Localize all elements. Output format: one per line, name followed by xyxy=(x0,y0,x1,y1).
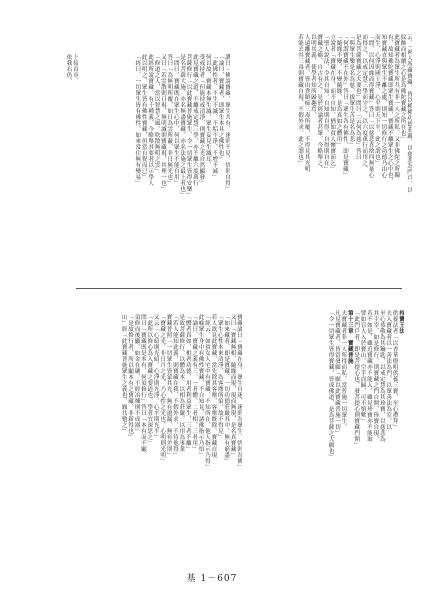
text-line: 若不如是、雖近寶藏亦不能入、雖見珍寶亦不能取 xyxy=(365,310,372,442)
text-line: 夫入寶藏者以一善法為門、以眾善法為室、以 xyxy=(385,310,392,430)
section-divider xyxy=(76,288,402,289)
text-line: 而得之、以戒定慧三學而守之、以六度萬行而用之、 xyxy=(361,34,368,172)
text-line: 「此所以修心為入寶藏之要道也、學者宜深思之」 xyxy=(146,314,153,446)
text-line: 又云「心暗則光暗、心淨則光淨、心平則光平」 xyxy=(152,314,159,440)
text-line: 「聖人說法、令其自知、自知則自得、自得則自在」 xyxy=(322,34,329,172)
text-line: 凡見寶藏者、皆當發願「願以此寶藏普施一切」 xyxy=(333,310,340,436)
text-line: 是故菩薩修行、以體為本、以相為莊嚴、以用為事業 xyxy=(178,314,185,452)
scanned-book-spread xyxy=(14,14,410,559)
text-line: 「如來藏者、即是寶藏、一切功德莊嚴其中、無有窮盡」 xyxy=(223,314,230,464)
text-line: 此以明之、眾生皆有佛性寶藏、但當自覺而已」 xyxy=(140,54,147,180)
text-line: 「問、以何因緣而得寶藏」答曰「以慈悲喜捨四無量心 xyxy=(367,34,374,178)
text-line: 知寶藏直與眾生不離之處、則知一切修行之功德乃由心 xyxy=(380,34,387,178)
text-line: 有、故知佛陀寶藏即眾生寶藏、寶藏不離眾生之心中也、 xyxy=(386,34,393,184)
text-line: 「隨緣不變、不變隨緣、是為真如之體用」 xyxy=(335,34,342,148)
text-line: 此喻眾生身中有佛性寶藏、不自知見、諸佛指示乃悟」 xyxy=(197,314,204,458)
text-line: 「修道之人、當以智慧之風、吹散無明之雲」 xyxy=(153,54,160,174)
text-line: 讚曰「佛說寶藏、眾生共有、迷則不見、悟則自得」 xyxy=(224,54,230,192)
top-left-note xyxy=(64,54,78,114)
text-line: 「寶藏之光、非日月之光、乃心性之光也、心明則光明」 xyxy=(159,314,166,464)
note-line: 依我右仍、 xyxy=(65,54,72,84)
text-line: 「論曰、寶藏者、即眾生本具之佛性也」 xyxy=(217,54,224,162)
text-line: 第十三章 寶藏普施 xyxy=(346,310,353,364)
text-line: 答曰「為無明所覆、如日為雲所蔽、非日無光也」 xyxy=(166,54,173,186)
text-line: 以明其義、使學者知所歸趣焉、 xyxy=(309,34,316,118)
text-line: 「問曰、寶藏既在眾生心中、何以眾生不能自用」 xyxy=(172,54,179,186)
text-line: 夫寶藏者非一人所得而私、當普施一切眾生、 xyxy=(340,310,347,430)
text-line: 是名菩薩大施、亦名無盡寶藏、亦名法施之最上者也」 xyxy=(179,54,186,198)
text-line: 「令一切眾生皆得寶藏、皆成佛道、是為菩薩之大願也」 xyxy=(327,310,334,460)
text-line: 此寶藏者為眾生所共有非一人之所私、又非佛陀之所獨 xyxy=(393,34,400,178)
text-line: 「是故修行者、所以顯本有之寶藏、非新得也」 xyxy=(127,314,134,440)
note-line: 上接首章、 xyxy=(72,54,78,84)
bottom-left-text-block xyxy=(72,314,242,538)
section-heading: 持寶王法 xyxy=(398,310,404,334)
text-line: 「與眾生樂是名為慈、拔眾生苦是名為悲」 xyxy=(348,34,355,148)
text-line: 受戒持者「但能持戒清淨、則寶藏之光自然顯發」 xyxy=(198,54,205,186)
text-line: 供養法者「以香華燈明供養三寶、至心禮拜」 xyxy=(391,310,398,430)
text-line: 「眾生心性本來清淨、為客塵所染、故不得見」 xyxy=(216,314,223,440)
top-right-text-block xyxy=(244,34,412,262)
text-line: 而生、心淨則國土淨、心平則天下平、此之謂也」 xyxy=(373,34,380,166)
text-line: 菩薩修行「以此寶藏普施眾生、令一切眾生皆得安樂」 xyxy=(185,54,192,198)
text-line: 「論曰、寶藏之義有三、一者體、二者相、三者用」 xyxy=(191,314,198,452)
text-line: 「若人能知此義、則寶藏在我、不假外求、不待他得」 xyxy=(171,314,178,458)
text-line: 「經曰、一切眾生皆有佛性、如來常住無有變易」 xyxy=(134,54,141,186)
bottom-right-text-block xyxy=(254,310,404,510)
text-line: 「經云、如貧女人宅中有寶藏、不知所在、他人指示乃得」 xyxy=(203,314,210,470)
text-line: 「此佛性者、不生不滅、不垢不淨、不增不減」 xyxy=(211,54,218,180)
text-line: 寶藏普照「一切眾生皆蒙其光、無有遺漏、無有差別」 xyxy=(165,314,172,458)
text-line: 至心恭敬為其鑰匙、以戒定慧為其珍寶、以慈悲為 xyxy=(378,310,385,442)
text-line: 又曰「寶藏無相、隨緣而現、現而無現、是名真寶藏」 xyxy=(229,314,236,458)
page-number: 基 1－607 xyxy=(186,574,238,584)
text-line: 其主宰、如是修行、則寶藏之門自開、珍寶自現、 xyxy=(372,310,379,442)
text-line: 云、「神人所藏寶藏、皆以種種功德莊嚴、以慈悲為門戶、以 xyxy=(406,34,412,194)
text-line: 「此門戶者、即是菩提心也、發菩提心則寶藏門開」 xyxy=(353,310,360,448)
text-line: 若人欲見此寶藏、當先除其客塵、客塵既除、寶藏自現 xyxy=(210,314,217,458)
text-line: 「體者真如、相者功德、用者利益眾生、三者不離」 xyxy=(184,314,191,452)
text-line: 問曰「寶藏既是本有、何須修行」答曰「本有而不顯、 xyxy=(139,314,146,458)
top-left-text-block xyxy=(80,54,230,274)
text-line: 山」經「此寶藏普施眾生之義也、願共勉之」 xyxy=(120,314,127,434)
text-line: 「何謂寶藏不在外」答曰「眾生各有佛性、即是寶藏」 xyxy=(341,34,348,178)
text-line: 又曰「若雲散則日現、無明滅則寶藏現、其理一也」 xyxy=(159,54,166,192)
text-line: 人遠離寶藏者、皆由貪瞋痴三毒所覆、不得見其光明 xyxy=(303,34,310,172)
text-line: 須修而後顯、如金在礦、不經冶煉則不成器」 xyxy=(133,314,140,434)
text-line: 立說者「寶藏在身、而不自知、猶如貧人懷寶而乞」 xyxy=(329,34,336,172)
text-line: 譬如盲人入於寶山、空手而歸、可不慎歟」 xyxy=(359,310,366,424)
text-line: 何以故、寶藏本無生滅、眾生妄見生滅耳、 xyxy=(204,54,211,168)
text-line: 若能去其三毒則寶藏自現、不假外求、此之謂也」 xyxy=(297,34,304,166)
text-line: 是為菩薩寶藏之大要也」問曰「云何為慈」答曰 xyxy=(354,34,361,160)
text-line: 此經所說寶藏、有十種義、今略舉其要者以示學人 xyxy=(147,54,154,186)
text-line: 寶藏論曰「寶藏在身、眾生自迷、迷則為眾生、悟則為佛」 xyxy=(236,314,242,470)
text-line: 紋飾而相續之心是為佛陀寶藏之所在也」 xyxy=(399,34,406,142)
text-line: 此見寶藏之道、不離戒定慧三學、亦不離六度萬行 xyxy=(191,54,198,186)
text-line: 寶藏之喻、自古有之、見於經論者甚眾、今略舉之、 xyxy=(316,34,323,172)
